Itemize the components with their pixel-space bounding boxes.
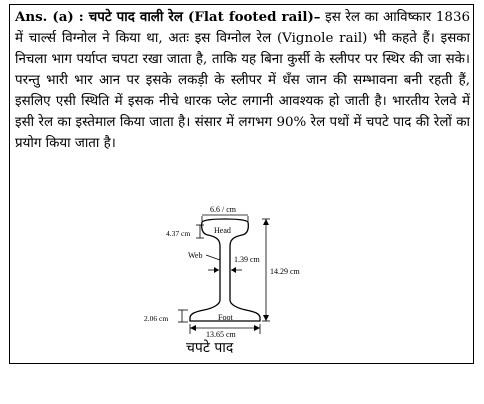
answer-text [15,7,470,154]
answer-lead: Ans. (a) : चपटे पाद वाली रेल (Flat footed rail)– [15,9,321,25]
head-label: Head [214,226,231,235]
head-depth-label: 4.37 cm [166,229,191,238]
rail-figure [130,200,330,340]
foot-depth-label: 2.06 cm [144,314,169,323]
head-width-label: 6.6 / cm [210,205,236,214]
foot-width-label: 13.65 cm [206,330,236,339]
figure-caption: चपटे पाद [186,340,234,356]
answer-body: इस रेल का आविष्कार 1836 में चार्ल्स विग्नोल ने किया था, अतः इस विग्नोल रेल (Vignole rail) भी कहते हैं। इसका निचला भाग पर्याप्त चपटा रखा जाता है, ताकि यह बिना कुर्सी के स्लीपर पर स्थिर की जा सके। परन्तु भारी भार आन पर इसके लकड़ी के स्लीपर में धँस जान की सम्भावना बनी रहती हैं, इसलिए एसी स्थिति में इसक नीचे धारक प्लेट लगानी आवश्यक हो जाती है। भारतीय रेलवे में इसी रेल का इस्तेमाल किया जाता है। संसार में लगभग 90% रेल पथों में चपटे पाद की रेलों का प्रयोग किया जाता है। [15,10,470,151]
foot-label: Foot [218,313,233,322]
web-thickness-label: 1.39 cm [234,255,260,264]
web-label: Web [188,251,203,260]
height-label: 14.29 cm [270,267,300,276]
